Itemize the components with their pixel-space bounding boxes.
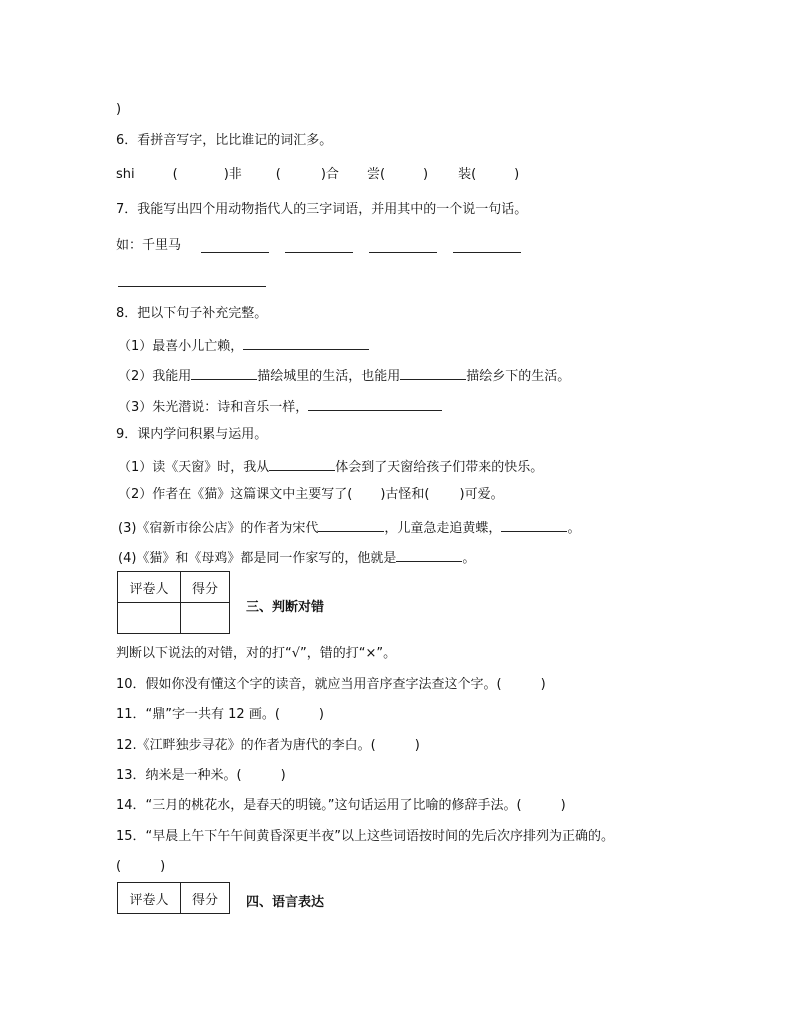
- q6-paren-open-1: (: [172, 167, 178, 182]
- q8-s3-blank[interactable]: [308, 397, 442, 411]
- q8-s2-text-a: （2）我能用: [118, 369, 192, 384]
- q9-s2-text-c: )可爱。: [459, 487, 504, 502]
- q9-s1-blank[interactable]: [269, 457, 335, 471]
- q9-s3-blank-1[interactable]: [318, 518, 384, 532]
- q6-paren-open-2: (: [275, 167, 281, 182]
- q9-sentence-4: [118, 548, 475, 567]
- q15: 15．“早晨上午下午午间黄昏深更半夜”以上这些词语按时间的先后次序排列为正确的。: [116, 829, 615, 844]
- q7-sentence-blank[interactable]: [118, 286, 266, 287]
- q9-s3-text-b: ，儿童急走追黄蝶，: [384, 521, 502, 536]
- q6-title: 6．看拼音写字，比比谁记的词汇多。: [116, 133, 333, 148]
- q9-s4-text-a: (4)《猫》和《母鸡》都是同一作家写的，他就是: [118, 551, 397, 566]
- q6-paren-close-3: ): [423, 167, 429, 182]
- q7-blank-1[interactable]: [201, 252, 269, 253]
- q6-item-4: 装(: [458, 167, 477, 182]
- q8-s3-text: （3）朱光潜说：诗和音乐一样，: [118, 400, 309, 415]
- q9-title: 9．课内学问积累与运用。: [116, 427, 268, 442]
- q9-sentence-2: [118, 487, 504, 503]
- q6-item-3: 尝(: [366, 167, 386, 182]
- q8-s1-blank[interactable]: [243, 336, 369, 350]
- q6-pinyin-row: [116, 167, 519, 183]
- q9-sentence-1: [118, 457, 543, 476]
- q9-s1-text-b: 体会到了天窗给孩子们带来的快乐。: [335, 460, 544, 475]
- q8-sentence-3: [118, 397, 442, 416]
- q7-example: 如：千里马: [116, 238, 182, 253]
- section-3-title: 三、判断对错: [246, 600, 325, 615]
- q6-item-1: )非: [223, 167, 242, 182]
- score-box-section-3: [117, 571, 230, 634]
- q15-paren: ( ): [116, 859, 166, 874]
- q9-s4-blank[interactable]: [396, 548, 462, 562]
- score-box-section-4: [117, 882, 230, 914]
- top-paren: ): [116, 102, 122, 117]
- q13: 13．纳米是一种米。( ): [116, 768, 286, 783]
- q9-s3-blank-2[interactable]: [501, 518, 567, 532]
- q8-s2-blank-2[interactable]: [400, 366, 466, 380]
- reviewer-label: 评卷人: [118, 572, 181, 603]
- q6-item-2: )合: [320, 167, 339, 182]
- q8-s2-blank-1[interactable]: [191, 366, 257, 380]
- q7-blank-3[interactable]: [369, 252, 437, 253]
- q6-pinyin: shi: [116, 167, 135, 182]
- section-4-title: 四、语言表达: [246, 895, 325, 910]
- q8-sentence-1: [118, 336, 369, 355]
- q9-s2-text-b: )古怪和(: [380, 487, 430, 502]
- q7-blank-4[interactable]: [453, 252, 521, 253]
- q8-sentence-2: [118, 366, 570, 385]
- q7-title: 7．我能写出四个用动物指代人的三字词语，并用其中的一个说一句话。: [116, 202, 528, 217]
- q8-s2-text-c: 描绘乡下的生活。: [466, 369, 571, 384]
- q6-paren-close-4: ): [514, 167, 520, 182]
- q9-s1-text-a: （1）读《天窗》时，我从: [118, 460, 270, 475]
- reviewer-label-2: 评卷人: [118, 883, 181, 914]
- score-label: 得分: [181, 572, 230, 603]
- q8-title: 8．把以下句子补充完整。: [116, 306, 268, 321]
- score-label-2: 得分: [181, 883, 230, 914]
- score-cell[interactable]: [181, 603, 230, 634]
- q12: 12.《江畔独步寻花》的作者为唐代的李白。( ): [116, 738, 420, 753]
- q9-s3-text-c: 。: [567, 521, 581, 536]
- q9-sentence-3: [118, 518, 580, 537]
- q11: 11．“鼎”字一共有 12 画。( ): [116, 707, 324, 722]
- q9-s2-text-a: （2）作者在《猫》这篇课文中主要写了(: [118, 487, 353, 502]
- q7-blank-2[interactable]: [285, 252, 353, 253]
- q10: 10．假如你没有懂这个字的读音，就应当用音序查字法查这个字。( ): [116, 677, 546, 692]
- q9-s4-text-b: 。: [462, 551, 476, 566]
- reviewer-cell[interactable]: [118, 603, 181, 634]
- section-3-instruction: 判断以下说法的对错，对的打“√”，错的打“×”。: [116, 646, 397, 661]
- q8-s1-text: （1）最喜小儿亡赖，: [118, 339, 244, 354]
- q8-s2-text-b: 描绘城里的生活，也能用: [257, 369, 401, 384]
- q14: 14．“三月的桃花水，是春天的明镜。”这句话运用了比喻的修辞手法。( ): [116, 798, 566, 813]
- q9-s3-text-a: (3)《宿新市徐公店》的作者为宋代: [118, 521, 319, 536]
